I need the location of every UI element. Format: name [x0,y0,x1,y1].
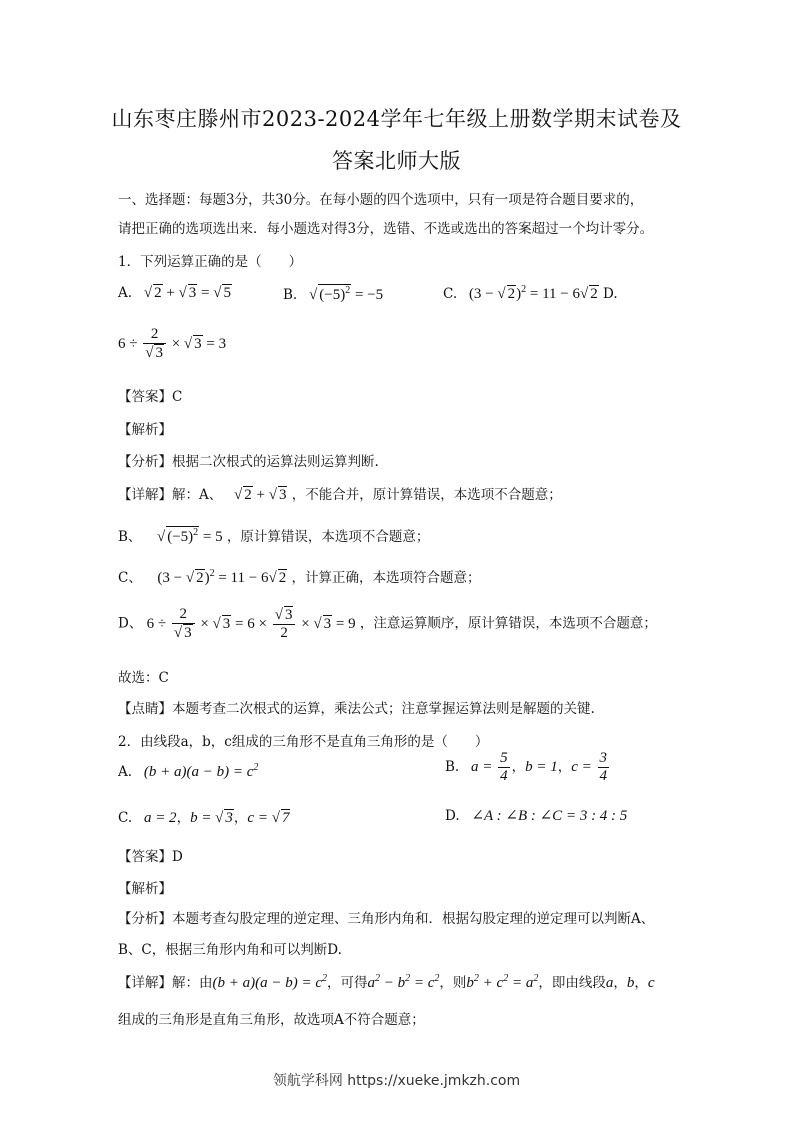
question-2-detail-line1: 【详解】解：由$(b + a)(a - b) = c^2$，可得$a^2 - b^2 = c^2$，则$b^2 + c^2 = a^2$，即由线段a，b，c [118,973,655,991]
question-1-detail-b: B、 √ $(-5)^2 = 5$ ，原计算错误，本选项不合题意； [118,527,430,545]
q2-option-a-formula: $(b + a)(a - b) = c^2$ [136,762,259,780]
question-1-detail-a: 【详解】解：A、 √ 2 + √ 3 ，不能合并，原计算错误，本选项不合题意； [118,487,562,503]
question-2-detail-line2: 组成的三角形是直角三角形，故选项A不符合题意； [118,1012,425,1028]
option-c [443,284,618,303]
option-b-formula: √ $(-5)^2 = -5$ [301,285,384,303]
question-2-answer: 【答案】D [118,849,183,865]
question-1-fenxi: 【分析】根据二次根式的运算法则运算判断. [118,454,379,470]
question-1-choose: 故选：C [118,670,169,686]
question-1-jiexi: 【解析】 [118,422,172,438]
q2-option-c-formula: a = 2 [136,810,177,826]
question-2-stem: 2．由线段a，b，c组成的三角形不是直角三角形的是（ ） [118,734,489,750]
question-1-detail-d: D、 6 ÷ $\frac{2}{√ 3}$ × √ 3 = 6 × $\frac{√ 3}{2}$ × √ 3 = 9 ，注意运算顺序，原计算错误，本选项不合题意； [118,606,657,642]
question-2-fenxi-line2: B、C，根据三角形内角和可以判断D. [118,942,342,958]
question-2-options-ab [118,750,723,785]
q2-option-b: B. a = $\frac{5}{4}$ ，b = 1，c = $\frac{3}{4}$ [445,750,608,785]
section-intro-line2: 请把正确的选项选出来．每小题选对得3分，选错、不选或选出的答案超过一个均计零分。 [118,221,654,237]
q2-option-b-label: B. [445,759,460,776]
option-a-label: A. [118,285,133,301]
question-2-options-cd: C. a = 2，b = √ 3，c = √ 7 D. ∠A : ∠B : ∠C = 3 : 4 : 5 [118,808,628,826]
page-title-line2: 答案北师大版 [332,149,461,173]
section-intro-line1: 一、选择题：每题3分，共30分。在每小题的四个选项中，只有一项是符合题目要求的， [118,192,644,208]
question-1-detail-c: C、 (3 − √ 2)$^2$ = 11 − 6√ 2 ，计算正确，本选项符合题意； [118,568,481,586]
question-1-dianjing: 【点睛】本题考查二次根式的运算，乘法公式；注意掌握运算法则是解题的关键. [118,701,595,717]
q2-option-c-label: C. [118,810,133,826]
question-2-jiexi: 【解析】 [118,881,172,897]
question-1-options [118,284,723,302]
q2-option-a-label: A. [118,764,133,780]
question-1-stem: 1．下列运算正确的是（ ） [118,254,303,270]
page-title-line1: 山东枣庄滕州市2023-2024学年七年级上册数学期末试卷及 [111,107,682,131]
option-d-label: D. [603,286,618,302]
question-1-answer: 【答案】C [118,389,183,405]
option-c-formula: (3 − √ 2)$^2$ = 11 − 6√ 2 [461,284,598,302]
option-d-formula: 6 ÷ $\frac{2}{√ 3}$ × √ 3 = 3 [118,326,227,362]
question-2-fenxi-line1: 【分析】本题考查勾股定理的逆定理、三角形内角和．根据勾股定理的逆定理可以判断A、 [118,911,655,927]
footer-watermark[interactable]: 领航学科网 https://xueke.jmkzh.com [272,1073,521,1089]
q2-option-d: D. ∠A : ∠B : ∠C = 3 : 4 : 5 [445,808,628,824]
option-a-formula: √ 2 + √ 3 = √ 5 [136,285,231,301]
option-b [283,284,383,304]
q2-option-d-label: D. [445,808,460,824]
option-b-label: B. [283,287,298,303]
option-c-label: C. [443,286,458,302]
